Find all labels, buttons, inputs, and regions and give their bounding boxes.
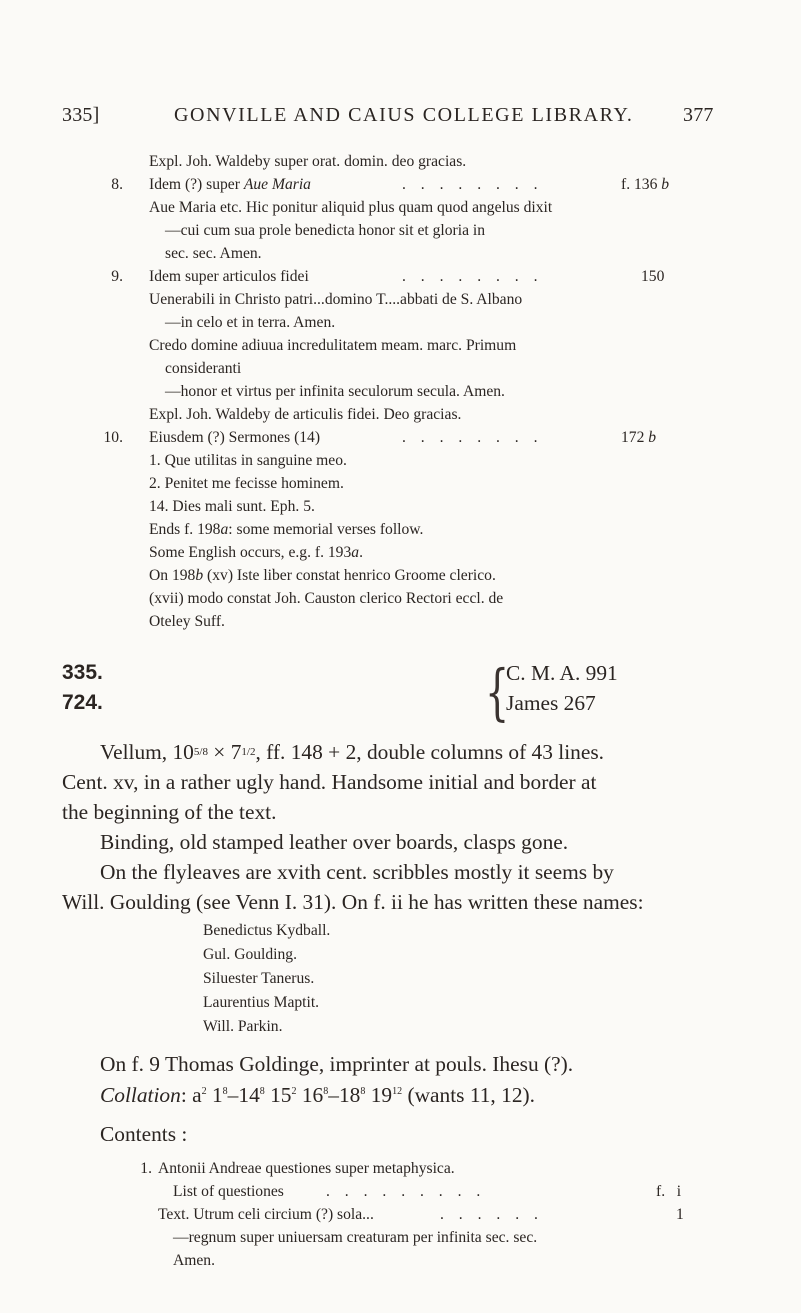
text-line: Credo domine adiuua incredulitatem meam. marc. Primum [149,337,517,354]
explicit-line: Expl. Joh. Waldeby de articulis fidei. Deo gracias. [149,406,462,423]
folio-reference: 172 b [621,429,657,446]
leader-dots: . . . . . . . . . [326,1183,486,1200]
list-item: Siluester Tanerus. [203,970,315,987]
text-line: Oteley Suff. [149,613,225,630]
list-item: Gul. Goulding. [203,946,297,963]
item-number: 10. [103,429,123,446]
sermon-line: 1. Que utilitas in sanguine meo. [149,452,347,469]
collation-line: Collation: $a^2$ $1^8-14^8$ $15^2$ $16^8-18^8$ $19^{12}$ (wants 11, 12). [100,1083,535,1107]
leader-dots: . . . . . . [440,1206,544,1223]
page-number-left: 335] [62,104,100,126]
brace-glyph: { [485,657,510,728]
text-line: Aue Maria etc. Hic ponitur aliquid plus quam quod angelus dixit [149,199,553,216]
description-line: On the flyleaves are xvith cent. scribbles mostly it seems by [100,860,614,884]
text-line: Ends f. 198a: some memorial verses follow. [149,521,424,538]
text-line: —in celo et in terra. Amen. [165,314,336,331]
folio-reference: 150 [641,268,665,285]
text-line: —honor et virtus per infinita seculorum secula. Amen. [165,383,505,400]
entry-number: 335. [62,661,103,684]
contents-line: List of questiones [173,1183,284,1200]
description-line: Will. Goulding (see Venn I. 31). On f. ii he has written these names: [62,890,644,914]
folio-reference: f. 136 b [621,176,670,193]
item-number: 8. [111,176,123,193]
binding-line: Binding, old stamped leather over boards, clasps gone. [100,830,569,854]
description-line: the beginning of the text. [62,800,277,824]
item-title: Eiusdem (?) Sermones (14) [149,429,321,446]
item-number: 9. [111,268,123,285]
contents-title: Antonii Andreae questiones super metaphysica. [158,1160,455,1177]
contents-line: —regnum super uniuersam creaturam per infinita sec. sec. [173,1229,538,1246]
text-line: —cui cum sua prole benedicta honor sit et gloria in [165,222,486,239]
description-line: On f. 9 Thomas Goldinge, imprinter at pouls. Ihesu (?). [100,1052,574,1076]
text-line: (xvii) modo constat Joh. Causton clerico Rectori eccl. de [149,590,504,607]
text-line: On 198b (xv) Iste liber constat henrico Groome clerico. [149,567,496,584]
explicit-line: Expl. Joh. Waldeby super orat. domin. deo gracias. [149,153,467,170]
text-line: consideranti [165,360,242,377]
list-item: Laurentius Maptit. [203,994,320,1011]
page-number-right: 377 [683,104,714,126]
entry-number-secondary: 724. [62,691,103,714]
list-item: Benedictus Kydball. [203,922,331,939]
text-line: Uenerabili in Christo patri...domino T....abbati de S. Albano [149,291,523,308]
item-title: Idem (?) super Aue Maria [149,176,311,193]
folio-reference: f. i [656,1183,682,1200]
catalogue-reference: C. M. A. 991 [506,661,618,685]
sermon-line: 14. Dies mali sunt. Eph. 5. [149,498,315,515]
list-item: Will. Parkin. [203,1018,283,1035]
folio-reference: 1 [676,1206,684,1223]
text-line: Some English occurs, e.g. f. 193a. [149,544,363,561]
text-line: sec. sec. Amen. [165,245,262,262]
james-reference: James 267 [506,691,596,715]
item-title: Idem super articulos fidei [149,268,309,285]
sermon-line: 2. Penitet me fecisse hominem. [149,475,344,492]
item-number: 1. [140,1160,152,1177]
leader-dots: . . . . . . . . [402,268,543,285]
leader-dots: . . . . . . . . [402,176,543,193]
running-title: GONVILLE AND CAIUS COLLEGE LIBRARY. [174,104,634,126]
description-line: Vellum, 105/8 × 71/2, ff. 148 + 2, double columns of 43 lines. [100,740,605,764]
contents-line: Amen. [173,1252,216,1269]
contents-heading: Contents : [100,1122,188,1146]
contents-line: Text. Utrum celi circium (?) sola... [158,1206,374,1223]
leader-dots: . . . . . . . . [402,429,543,446]
description-line: Cent. xv, in a rather ugly hand. Handsome initial and border at [62,770,597,794]
